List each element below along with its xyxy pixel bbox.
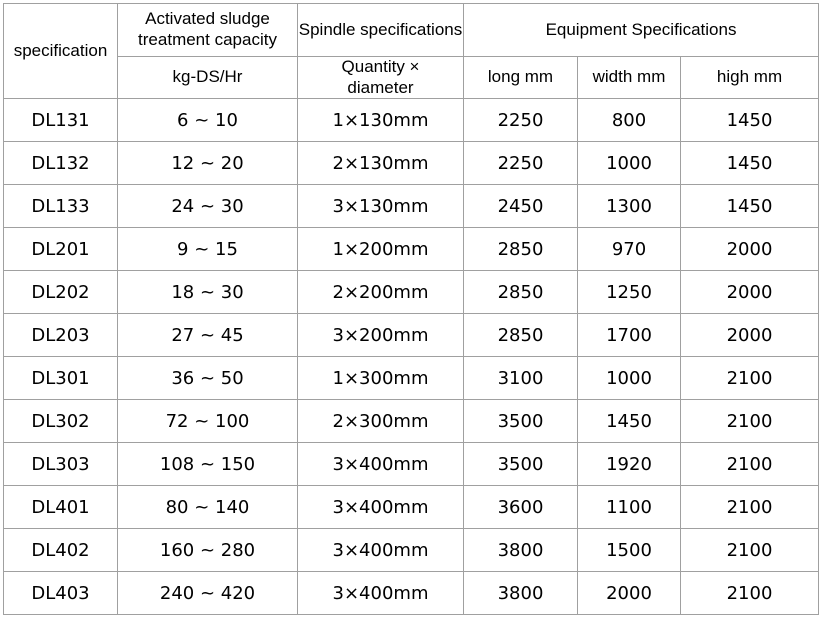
cell-model: DL403 [4,572,118,615]
cell-high: 2100 [681,572,819,615]
cell-high: 2100 [681,443,819,486]
cell-capacity: 160 ~ 280 [118,529,298,572]
cell-high: 2100 [681,529,819,572]
cell-capacity: 240 ~ 420 [118,572,298,615]
cell-high: 2100 [681,400,819,443]
cell-long: 2850 [464,228,578,271]
cell-spindle: 1×300mm [298,357,464,400]
cell-capacity: 80 ~ 140 [118,486,298,529]
cell-model: DL131 [4,99,118,142]
cell-high: 2100 [681,486,819,529]
cell-capacity: 9 ~ 15 [118,228,298,271]
header-capacity-title-text: Activated sludge treatment capacity [138,9,277,49]
cell-spindle: 3×200mm [298,314,464,357]
cell-high: 1450 [681,99,819,142]
header-high: high mm [681,57,819,99]
header-long: long mm [464,57,578,99]
header-spindle-unit-text: Quantity × diameter [341,57,420,97]
cell-model: DL203 [4,314,118,357]
cell-long: 3100 [464,357,578,400]
header-width: width mm [578,57,681,99]
cell-high: 1450 [681,142,819,185]
cell-model: DL303 [4,443,118,486]
header-spindle-title [298,4,464,57]
cell-spindle: 3×400mm [298,529,464,572]
cell-capacity: 12 ~ 20 [118,142,298,185]
cell-high: 2000 [681,314,819,357]
table-body [4,99,819,615]
header-spindle-title-text: Spindle specifications [298,19,463,39]
equipment-spec-table [3,3,819,615]
table-header [4,4,819,99]
table-row [4,486,819,529]
cell-capacity: 36 ~ 50 [118,357,298,400]
cell-model: DL201 [4,228,118,271]
cell-long: 3600 [464,486,578,529]
table-row [4,228,819,271]
header-row-sub [4,57,819,99]
cell-long: 2450 [464,185,578,228]
table-row [4,185,819,228]
cell-capacity: 27 ~ 45 [118,314,298,357]
header-equipment-title: Equipment Specifications [464,4,819,57]
cell-width: 800 [578,99,681,142]
cell-capacity: 24 ~ 30 [118,185,298,228]
table-row [4,357,819,400]
header-row-top [4,4,819,57]
cell-spindle: 1×200mm [298,228,464,271]
cell-spindle: 2×200mm [298,271,464,314]
cell-long: 3500 [464,443,578,486]
cell-capacity: 72 ~ 100 [118,400,298,443]
cell-capacity: 6 ~ 10 [118,99,298,142]
header-capacity-unit: kg-DS/Hr [118,57,298,99]
cell-high: 1450 [681,185,819,228]
cell-long: 3500 [464,400,578,443]
header-specification: specification [4,4,118,99]
table-row [4,572,819,615]
cell-width: 970 [578,228,681,271]
cell-spindle: 3×130mm [298,185,464,228]
table-row [4,400,819,443]
cell-capacity: 108 ~ 150 [118,443,298,486]
cell-width: 2000 [578,572,681,615]
header-spindle-unit [298,57,464,99]
cell-spindle: 3×400mm [298,443,464,486]
cell-long: 3800 [464,572,578,615]
header-capacity-title [118,4,298,57]
cell-capacity: 18 ~ 30 [118,271,298,314]
cell-width: 1000 [578,142,681,185]
cell-width: 1000 [578,357,681,400]
cell-spindle: 2×130mm [298,142,464,185]
cell-model: DL132 [4,142,118,185]
cell-spindle: 3×400mm [298,486,464,529]
table-row [4,99,819,142]
cell-width: 1250 [578,271,681,314]
cell-spindle: 2×300mm [298,400,464,443]
cell-width: 1700 [578,314,681,357]
cell-model: DL302 [4,400,118,443]
cell-long: 3800 [464,529,578,572]
cell-high: 2000 [681,271,819,314]
cell-model: DL402 [4,529,118,572]
cell-high: 2100 [681,357,819,400]
cell-width: 1100 [578,486,681,529]
cell-long: 2850 [464,314,578,357]
table-row [4,443,819,486]
cell-spindle: 1×130mm [298,99,464,142]
cell-model: DL202 [4,271,118,314]
cell-long: 2250 [464,99,578,142]
cell-model: DL133 [4,185,118,228]
cell-high: 2000 [681,228,819,271]
cell-long: 2250 [464,142,578,185]
cell-width: 1450 [578,400,681,443]
cell-model: DL401 [4,486,118,529]
cell-width: 1500 [578,529,681,572]
table-row [4,314,819,357]
cell-long: 2850 [464,271,578,314]
table-row [4,142,819,185]
cell-width: 1920 [578,443,681,486]
cell-spindle: 3×400mm [298,572,464,615]
table-row [4,271,819,314]
cell-width: 1300 [578,185,681,228]
table-row [4,529,819,572]
cell-model: DL301 [4,357,118,400]
